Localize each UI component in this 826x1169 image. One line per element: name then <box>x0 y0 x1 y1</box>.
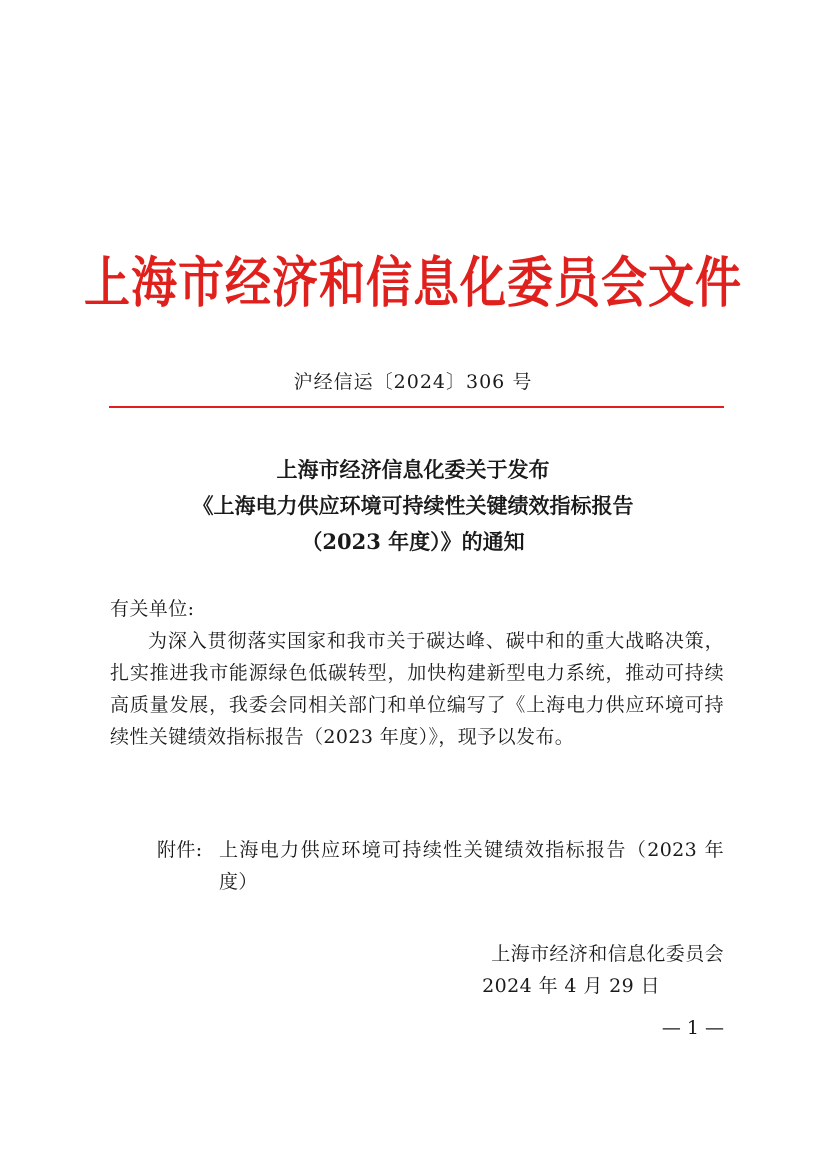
attachment-content: 上海电力供应环境可持续性关键绩效指标报告（2023 年度） <box>219 839 724 893</box>
issue-date: 2024 年 4 月 29 日 <box>482 975 660 997</box>
notice-title-line-2: 《上海电力供应环境可持续性关键绩效指标报告 <box>192 493 634 518</box>
page-number: — 1 — <box>661 1017 724 1039</box>
attachment-label: 附件: <box>157 839 203 861</box>
salutation: 有关单位: <box>110 598 195 620</box>
notice-title-line-1: 上海市经济信息化委关于发布 <box>276 457 550 482</box>
body-paragraph: 为深入贯彻落实国家和我市关于碳达峰、碳中和的重大战略决策，扎实推进我市能源绿色低碳转型，加快构建新型电力系统，推动可持续高质量发展，我委会同相关部门和单位编写了《上海电力供应环境可持续性关键绩效指标报告（2023 年度）》，现予以发布。 <box>110 630 724 748</box>
notice-title-line-3: （2023 年度）》的通知 <box>301 529 525 554</box>
issuer-signature: 上海市经济和信息化委员会 <box>491 943 724 965</box>
attachment-block <box>157 834 724 898</box>
letterhead-title: 上海市经济和信息化委员会文件 <box>84 250 742 315</box>
notice-title <box>90 452 736 560</box>
red-divider-line <box>109 406 724 408</box>
document-number: 沪经信运〔2024〕306 号 <box>293 371 533 393</box>
